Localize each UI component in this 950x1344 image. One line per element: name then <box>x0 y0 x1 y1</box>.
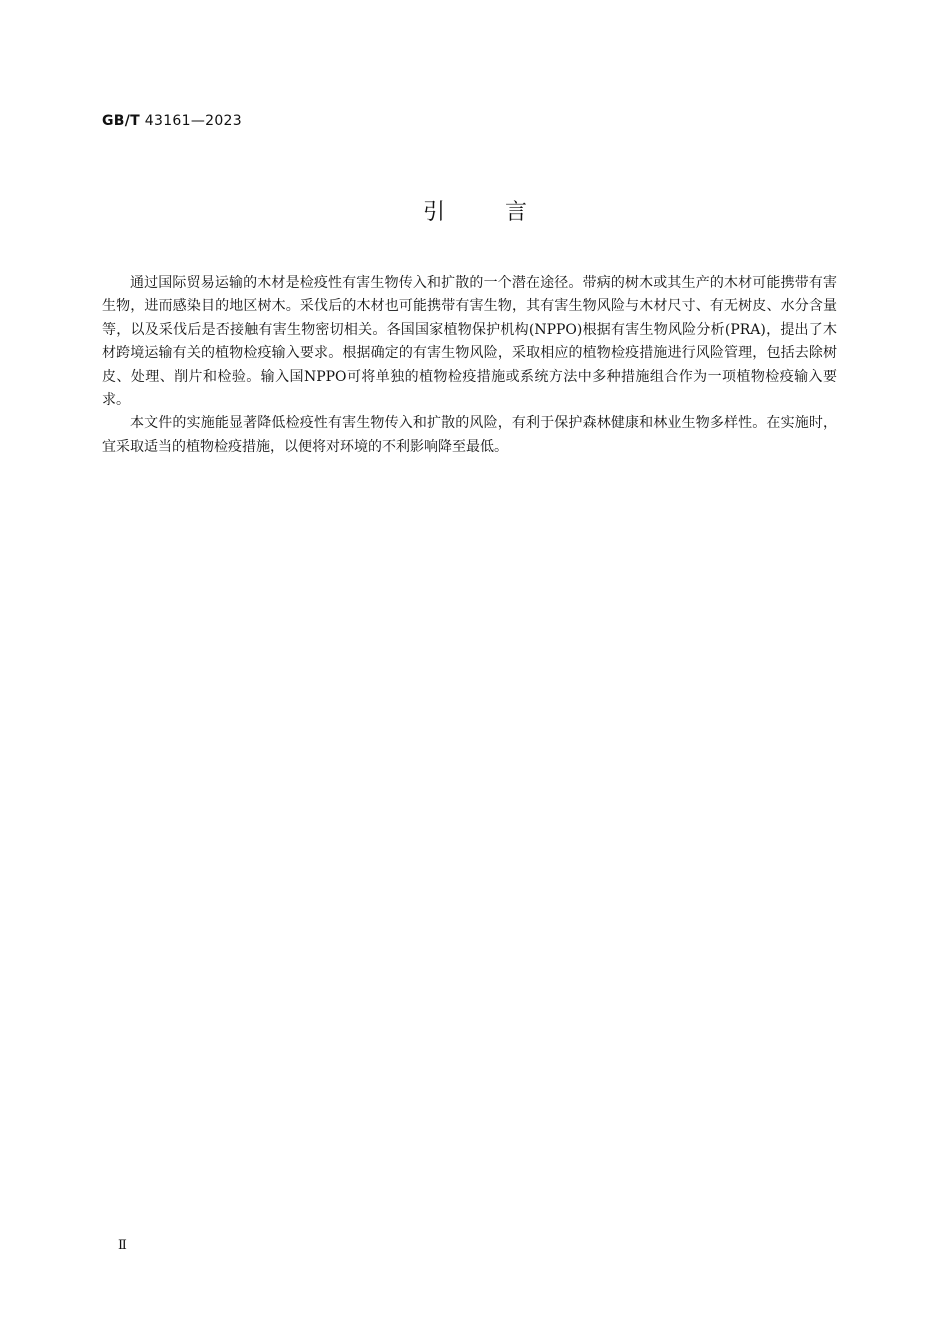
page-title: 引言 <box>422 200 587 225</box>
standard-number <box>102 113 242 129</box>
paragraph-2: 本文件的实施能显著降低检疫性有害生物传入和扩散的风险，有利于保护森林健康和林业生物多样性。在实施时，宜采取适当的植物检疫措施，以便将对环境的不利影响降至最低。 <box>102 415 837 455</box>
standard-code: 43161—2023 <box>140 113 242 129</box>
page-number: Ⅱ <box>118 1238 127 1253</box>
paragraph-1: 通过国际贸易运输的木材是检疫性有害生物传入和扩散的一个潜在途径。带病的树木或其生产的木材可能携带有害生物，进而感染目的地区树木。采伐后的木材也可能携带有害生物，其有害生物风险与木材尺寸、有无树皮、水分含量等，以及采伐后是否接触有害生物密切相关。各国国家植物保护机构(NPPO)根据有害生物风险分析(PRA)，提出了木材跨境运输有关的植物检疫输入要求。根据确定的有害生物风险，采取相应的植物检疫措施进行风险管理，包括去除树皮、处理、削片和检验。输入国NPPO可将单独的植物检疫措施或系统方法中多种措施组合作为一项植物检疫输入要求。 <box>102 275 837 409</box>
document-body <box>102 272 837 459</box>
standard-prefix: GB/T <box>102 113 141 129</box>
